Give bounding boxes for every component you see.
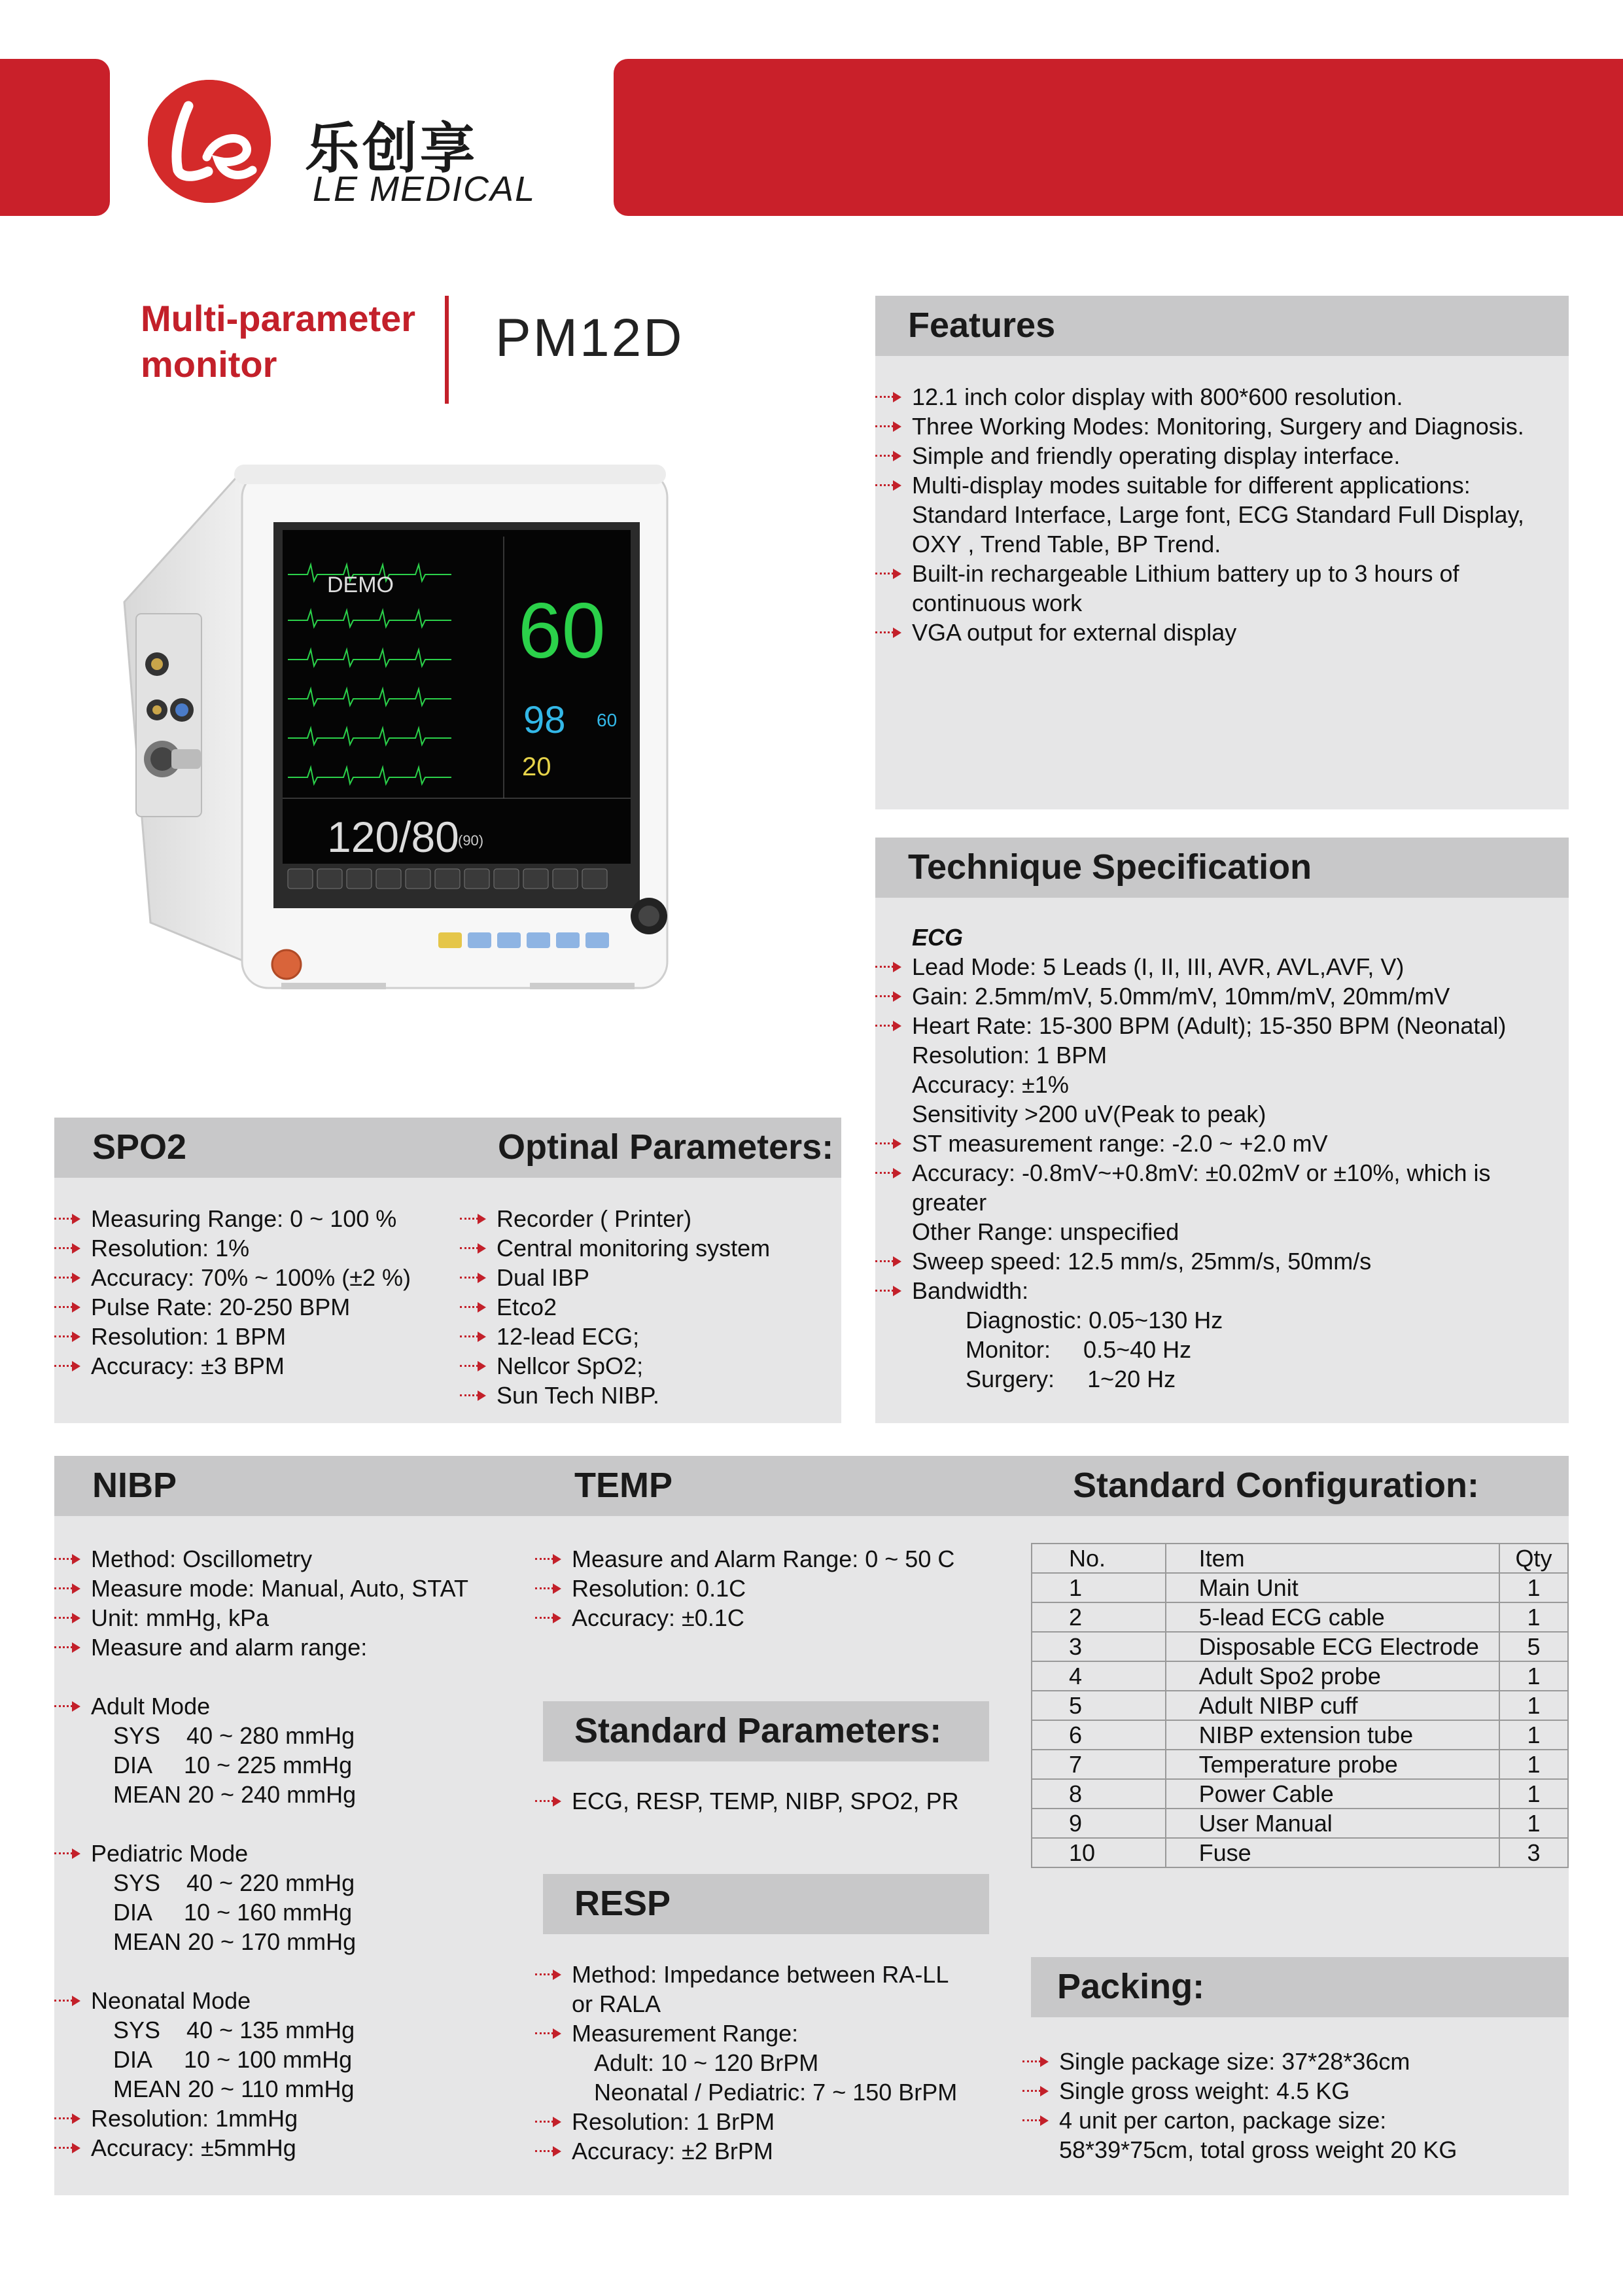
list-item: Bandwidth: <box>875 1276 1569 1305</box>
packing-heading: Packing: <box>1057 1967 1205 2006</box>
nibp-heading: NIBP <box>92 1466 177 1505</box>
table-row <box>1032 1750 1568 1779</box>
list-item: Multi-display modes suitable for different applications: <box>875 470 1569 500</box>
table-cell: 1 <box>1499 1661 1568 1691</box>
list-item: Resolution: 1 BrPM <box>535 2107 1058 2136</box>
table-cell: 3 <box>1032 1632 1166 1661</box>
list-item: Adult Mode <box>54 1691 532 1721</box>
list-item: Resolution: 1 BPM <box>54 1322 460 1351</box>
product-model: PM12D <box>495 308 684 368</box>
list-item: Lead Mode: 5 Leads (I, II, III, AVR, AVL,AVF, V) <box>875 952 1569 981</box>
list-item: Method: Impedance between RA-LL <box>535 1960 1058 1989</box>
list-item: Sweep speed: 12.5 mm/s, 25mm/s, 50mm/s <box>875 1246 1569 1276</box>
list-item: Recorder ( Printer) <box>460 1204 839 1233</box>
list-item: Other Range: unspecified <box>912 1218 1179 1245</box>
list-item: Three Working Modes: Monitoring, Surgery and Diagnosis. <box>875 412 1569 441</box>
resp-list <box>535 1960 1058 2166</box>
optional-heading: Optinal Parameters: <box>498 1127 834 1167</box>
table-cell: Fuse <box>1166 1838 1499 1867</box>
list-item: SYS 40 ~ 135 mmHg <box>113 2017 355 2043</box>
screen-nibp-value: 120/80 <box>327 813 459 861</box>
list-item: Neonatal / Pediatric: 7 ~ 150 BrPM <box>594 2079 958 2106</box>
table-cell: 1 <box>1499 1573 1568 1602</box>
screen-hr-value: 60 <box>518 587 606 675</box>
list-item: Neonatal Mode <box>54 1986 532 2015</box>
table-cell: 9 <box>1032 1809 1166 1838</box>
table-cell: NIBP extension tube <box>1166 1720 1499 1750</box>
features-heading: Features <box>908 306 1056 345</box>
screen-spo2-value: 98 <box>523 699 566 741</box>
table-cell: Adult Spo2 probe <box>1166 1661 1499 1691</box>
product-title <box>141 296 415 387</box>
list-item: DIA 10 ~ 225 mmHg <box>113 1752 353 1778</box>
list-item: 4 unit per carton, package size: <box>1022 2106 1569 2135</box>
list-item: Monitor: 0.5~40 Hz <box>966 1336 1192 1363</box>
list-item: Unit: mmHg, kPa <box>54 1603 532 1633</box>
list-item: DIA 10 ~ 100 mmHg <box>113 2046 353 2073</box>
list-item: 12-lead ECG; <box>460 1322 839 1351</box>
table-row <box>1032 1602 1568 1632</box>
list-item: Simple and friendly operating display interface. <box>875 441 1569 470</box>
config-heading: Standard Configuration: <box>1073 1466 1479 1505</box>
table-cell: 2 <box>1032 1602 1166 1632</box>
product-title-line1: Multi-parameter <box>141 298 416 339</box>
table-cell: 1 <box>1032 1573 1166 1602</box>
list-item: ST measurement range: -2.0 ~ +2.0 mV <box>875 1129 1569 1158</box>
list-item: Surgery: 1~20 Hz <box>966 1366 1176 1392</box>
table-cell: User Manual <box>1166 1809 1499 1838</box>
list-item: Single gross weight: 4.5 KG <box>1022 2076 1569 2106</box>
list-item: SYS 40 ~ 220 mmHg <box>113 1869 355 1896</box>
table-cell: 5 <box>1032 1691 1166 1720</box>
table-cell: 1 <box>1499 1750 1568 1779</box>
table-header-row <box>1032 1544 1568 1573</box>
list-item: Single package size: 37*28*36cm <box>1022 2047 1569 2076</box>
title-divider <box>445 296 449 404</box>
table-row <box>1032 1779 1568 1809</box>
screen-pr-value: 60 <box>597 710 618 730</box>
list-item: Pediatric Mode <box>54 1839 532 1868</box>
list-item: Resolution: 1% <box>54 1233 460 1263</box>
config-table <box>1031 1543 1569 1868</box>
spo2-optional-panel <box>54 1118 841 1423</box>
list-item: Adult: 10 ~ 120 BrPM <box>594 2049 819 2076</box>
list-item: Heart Rate: 15-300 BPM (Adult); 15-350 BPM (Neonatal) <box>875 1011 1569 1040</box>
monitor-product-image <box>111 451 687 1001</box>
features-list <box>875 382 1569 647</box>
screen-demo-label: DEMO <box>327 573 394 597</box>
table-row <box>1032 1573 1568 1602</box>
table-row <box>1032 1632 1568 1661</box>
list-item: Dual IBP <box>460 1263 839 1292</box>
table-header-cell: Qty <box>1499 1544 1568 1573</box>
list-item: Measure and alarm range: <box>54 1633 532 1662</box>
list-item: ECG, RESP, TEMP, NIBP, SPO2, PR <box>535 1786 1032 1816</box>
list-item: continuous work <box>912 590 1083 616</box>
header-band-left <box>0 59 110 216</box>
brand-name-chinese: 乐创享 <box>305 116 478 181</box>
table-cell: 1 <box>1499 1691 1568 1720</box>
table-cell: 1 <box>1499 1809 1568 1838</box>
list-item: 58*39*75cm, total gross weight 20 KG <box>1059 2136 1457 2163</box>
list-item: Measure and Alarm Range: 0 ~ 50 C <box>535 1544 1058 1574</box>
table-cell: 3 <box>1499 1838 1568 1867</box>
spo2-heading: SPO2 <box>92 1127 187 1167</box>
table-cell: Temperature probe <box>1166 1750 1499 1779</box>
list-item: MEAN 20 ~ 170 mmHg <box>113 1928 357 1955</box>
standard-params-list <box>535 1786 1032 1816</box>
list-item: MEAN 20 ~ 110 mmHg <box>113 2075 355 2102</box>
list-item: Pulse Rate: 20-250 BPM <box>54 1292 460 1322</box>
list-item: Built-in rechargeable Lithium battery up to 3 hours of <box>875 559 1569 588</box>
brand-name-english: LE MEDICAL <box>313 169 536 209</box>
list-item: Accuracy: ±3 BPM <box>54 1351 460 1381</box>
table-cell: Main Unit <box>1166 1573 1499 1602</box>
table-cell: 4 <box>1032 1661 1166 1691</box>
table-row <box>1032 1691 1568 1720</box>
list-item: Resolution: 0.1C <box>535 1574 1058 1603</box>
temp-list <box>535 1544 1058 1633</box>
list-item: SYS 40 ~ 280 mmHg <box>113 1722 355 1749</box>
list-item: Diagnostic: 0.05~130 Hz <box>966 1307 1223 1333</box>
list-item: Sensitivity >200 uV(Peak to peak) <box>912 1101 1266 1127</box>
table-cell: 5 <box>1499 1632 1568 1661</box>
resp-heading: RESP <box>574 1884 671 1923</box>
table-row <box>1032 1720 1568 1750</box>
list-item: Standard Interface, Large font, ECG Standard Full Display, <box>912 501 1524 528</box>
technique-heading: Technique Specification <box>908 847 1312 887</box>
table-cell: 7 <box>1032 1750 1166 1779</box>
list-item: 12.1 inch color display with 800*600 resolution. <box>875 382 1569 412</box>
table-cell: 5-lead ECG cable <box>1166 1602 1499 1632</box>
list-item: Accuracy: ±5mmHg <box>54 2133 532 2163</box>
table-row <box>1032 1661 1568 1691</box>
list-item: Accuracy: ±1% <box>912 1071 1069 1098</box>
table-cell: 1 <box>1499 1779 1568 1809</box>
technique-panel <box>875 838 1569 1423</box>
list-item: Gain: 2.5mm/mV, 5.0mm/mV, 10mm/mV, 20mm/mV <box>875 981 1569 1011</box>
list-item: Accuracy: ±0.1C <box>535 1603 1058 1633</box>
table-cell: 1 <box>1499 1720 1568 1750</box>
screen-nibp-mean: (90) <box>458 832 484 849</box>
table-cell: 8 <box>1032 1779 1166 1809</box>
list-item: greater <box>912 1189 987 1216</box>
table-cell: Adult NIBP cuff <box>1166 1691 1499 1720</box>
ecg-subheading: ECG <box>912 924 964 951</box>
standard-params-heading: Standard Parameters: <box>574 1711 942 1750</box>
temp-heading: TEMP <box>574 1466 673 1505</box>
list-item: DIA 10 ~ 160 mmHg <box>113 1899 353 1926</box>
le-medical-logo-icon <box>148 80 271 203</box>
packing-list <box>1022 2047 1569 2164</box>
list-item: Accuracy: -0.8mV~+0.8mV: ±0.02mV or ±10%, which is <box>875 1158 1569 1188</box>
list-item: Measuring Range: 0 ~ 100 % <box>54 1204 460 1233</box>
header-band-right <box>614 59 1623 216</box>
table-header-cell: Item <box>1166 1544 1499 1573</box>
features-panel <box>875 296 1569 809</box>
list-item: Central monitoring system <box>460 1233 839 1263</box>
table-cell: Power Cable <box>1166 1779 1499 1809</box>
optional-list <box>460 1204 839 1410</box>
table-cell: 6 <box>1032 1720 1166 1750</box>
bottom-panel <box>54 1456 1569 2195</box>
technique-list <box>875 923 1569 1394</box>
table-cell: 1 <box>1499 1602 1568 1632</box>
table-cell: 10 <box>1032 1838 1166 1867</box>
list-item: Resolution: 1 BPM <box>912 1042 1108 1069</box>
list-item: Accuracy: 70% ~ 100% (±2 %) <box>54 1263 460 1292</box>
table-header-cell: No. <box>1032 1544 1166 1573</box>
list-item: or RALA <box>572 1990 661 2017</box>
table-cell: Disposable ECG Electrode <box>1166 1632 1499 1661</box>
list-item: Etco2 <box>460 1292 839 1322</box>
spo2-list <box>54 1204 460 1381</box>
list-item: Accuracy: ±2 BrPM <box>535 2136 1058 2166</box>
list-item: Measurement Range: <box>535 2019 1058 2048</box>
screen-resp-value: 20 <box>522 752 551 781</box>
list-item: OXY , Trend Table, BP Trend. <box>912 531 1221 557</box>
product-title-line2: monitor <box>141 344 277 385</box>
list-item: MEAN 20 ~ 240 mmHg <box>113 1781 357 1808</box>
list-item: Resolution: 1mmHg <box>54 2104 532 2133</box>
list-item: Measure mode: Manual, Auto, STAT <box>54 1574 532 1603</box>
table-row <box>1032 1838 1568 1867</box>
list-item: VGA output for external display <box>875 618 1569 647</box>
list-item: Nellcor SpO2; <box>460 1351 839 1381</box>
table-row <box>1032 1809 1568 1838</box>
nibp-list <box>54 1544 532 2163</box>
list-item: Sun Tech NIBP. <box>460 1381 839 1410</box>
list-item: Method: Oscillometry <box>54 1544 532 1574</box>
